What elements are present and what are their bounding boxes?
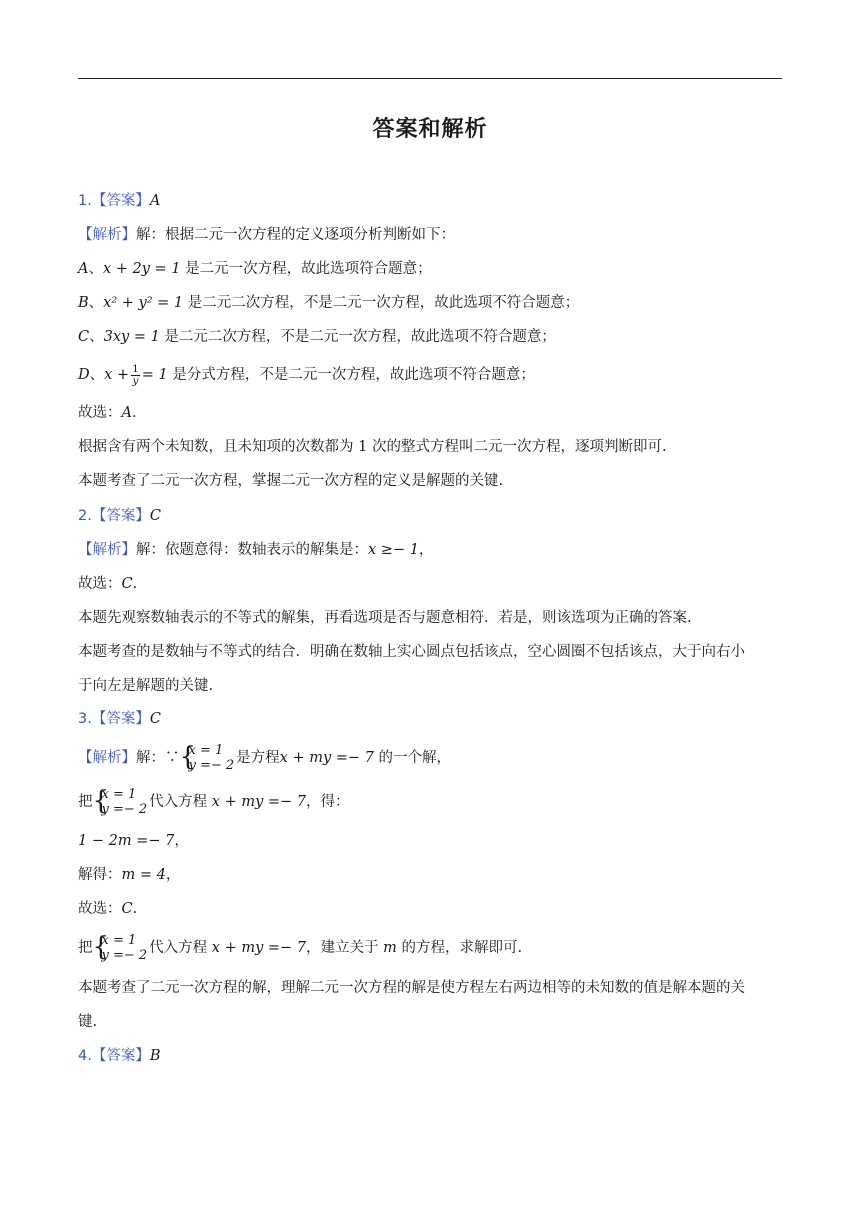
q3-analysis-equation: x + my =− 7: [279, 750, 374, 766]
system-row-1: x = 1: [101, 787, 137, 802]
q1-option-d-fraction: [131, 364, 140, 387]
q3-substitute-end: ，得：: [306, 794, 350, 810]
q2-analysis-line: [78, 539, 433, 561]
q1-option-d-text: 是分式方程，不是二元一次方程，故此选项不符合题意；: [172, 367, 535, 383]
q1-option-c-text: 是二元二次方程，不是二元一次方程，故此选项不符合题意；: [164, 329, 556, 345]
q1-option-c-sep: 、: [89, 329, 104, 345]
fraction-denominator: y: [132, 374, 139, 387]
header-rule: [78, 78, 782, 79]
q1-choose-period: .: [131, 405, 137, 421]
q1-option-c: [78, 326, 556, 348]
q2-analysis-equation: x ≥− 1: [368, 542, 419, 558]
q2-number: 2.: [78, 508, 92, 524]
q2-analysis-end: ，: [418, 542, 434, 558]
q1-choose-letter: A: [121, 405, 132, 421]
q3-answer-tag: 【答案】: [91, 711, 150, 727]
q3-step2-end: ，: [165, 867, 181, 883]
q1-option-c-equation: 3xy = 1: [103, 329, 160, 345]
q2-analysis-tag: 【解析】: [78, 542, 136, 558]
q3-summary-line-2: 键.: [78, 1014, 98, 1030]
q3-step2-equation: m = 4: [121, 867, 166, 883]
q1-option-a-letter: A: [78, 261, 89, 277]
q3-equation-system-2: [93, 787, 148, 817]
q2-choose-label: 故选：: [78, 576, 122, 592]
q1-answer: A: [149, 193, 161, 209]
q3-analysis-tag: 【解析】: [78, 750, 136, 766]
q1-answer-line: [78, 190, 160, 212]
brace-icon: {: [92, 932, 110, 962]
q2-choose-line: [78, 573, 137, 595]
q1-option-a-sep: 、: [88, 261, 103, 277]
q3-step1-end: ，: [174, 833, 189, 849]
q1-analysis-tag: 【解析】: [78, 227, 136, 243]
q3-choose-letter: C: [121, 901, 133, 917]
q3-step2-line: [78, 864, 180, 886]
q3-plan-mid: 代入方程: [149, 940, 208, 956]
q1-option-b-text: 是二元二次方程，不是二元一次方程，故此选项不符合题意；: [187, 295, 580, 311]
q2-choose-period: .: [132, 576, 138, 592]
q3-plan-equation: x + my =− 7: [211, 940, 307, 956]
q3-substitute-pre: 把: [78, 794, 93, 810]
q1-analysis-line: [78, 224, 455, 246]
page-title: 答案和解析: [372, 117, 488, 142]
q3-step2-label: 解得：: [78, 867, 122, 883]
q3-choose-line: [78, 898, 137, 920]
q3-step1-equation: 1 − 2m =− 7: [78, 833, 175, 849]
system-row-2: y =− 2: [101, 948, 148, 963]
q3-number: 3.: [78, 711, 92, 727]
q1-option-d-sep: 、: [89, 367, 105, 383]
q2-analysis-text: 解：依题意得：数轴表示的解集是：: [136, 542, 368, 558]
brace-icon: {: [92, 786, 110, 816]
q1-number: 1.: [78, 193, 92, 209]
q1-option-d-letter: D: [78, 367, 90, 383]
q3-plan-mid2: ，建立关于: [306, 940, 379, 956]
q1-option-b-equation: x² + y² = 1: [103, 295, 184, 311]
q3-analysis-mid: 是方程: [236, 750, 280, 766]
q3-substitute-mid: 代入方程: [149, 794, 208, 810]
q1-option-d-eq-pre: x +: [104, 367, 130, 383]
q1-choose-label: 故选：: [78, 405, 122, 421]
q4-answer-line: [78, 1045, 161, 1067]
q2-choose-letter: C: [121, 576, 133, 592]
system-row-1: x = 1: [188, 743, 224, 758]
q4-number: 4.: [78, 1048, 92, 1064]
q1-option-b-letter: B: [78, 295, 89, 311]
q2-answer: C: [149, 508, 161, 524]
q3-analysis-line: [78, 740, 451, 776]
system-row-1: x = 1: [101, 933, 137, 948]
q1-choose-line: [78, 402, 137, 424]
q1-option-a-equation: x + 2y = 1: [102, 261, 181, 277]
q1-option-c-letter: C: [78, 329, 90, 345]
fraction-numerator: 1: [132, 362, 139, 375]
q3-step1-line: [78, 830, 189, 852]
system-row-2: y =− 2: [101, 802, 148, 817]
q3-substitute-equation: x + my =− 7: [211, 794, 307, 810]
q2-method-line: 本题先观察数轴表示的不等式的解集，再看选项是否与题意相符．若是，则该选项为正确的答案.: [78, 610, 692, 626]
system-row-2: y =− 2: [188, 758, 235, 773]
q2-summary-line-2: 于向左是解题的关键.: [78, 678, 214, 694]
q3-summary-line-1: 本题考查了二元一次方程的解，理解二元一次方程的解是使方程左右两边相等的未知数的值是解本题的关: [78, 980, 745, 996]
q3-substitute-line: [78, 784, 350, 820]
q3-plan-variable: m: [383, 940, 397, 956]
q1-option-a: [78, 258, 432, 280]
q3-analysis-end: 的一个解，: [378, 750, 452, 766]
q3-choose-period: .: [132, 901, 138, 917]
brace-icon: {: [179, 742, 197, 772]
q3-equation-system-3: [93, 933, 148, 963]
q1-option-d-eq-post: = 1: [141, 367, 168, 383]
q1-rule-line: 根据含有两个未知数，且未知项的次数都为 1 次的整式方程叫二元一次方程，逐项判断即可.: [78, 439, 667, 455]
q4-answer-tag: 【答案】: [91, 1048, 150, 1064]
q1-option-d: [78, 362, 535, 388]
q3-plan-end: 的方程，求解即可.: [401, 940, 523, 956]
q1-summary-line: 本题考查了二元一次方程，掌握二元一次方程的定义是解题的关键.: [78, 473, 504, 489]
q3-analysis-pre: 解：∵: [136, 750, 180, 766]
q4-answer: B: [149, 1048, 161, 1064]
q3-answer: C: [149, 711, 161, 727]
q3-plan-pre: 把: [78, 940, 93, 956]
q2-answer-line: [78, 505, 161, 527]
q1-option-b: [78, 292, 579, 314]
q1-answer-tag: 【答案】: [91, 193, 150, 209]
q1-analysis-text: 解：根据二元一次方程的定义逐项分析判断如下：: [136, 227, 455, 243]
q3-equation-system: [180, 743, 235, 773]
q3-choose-label: 故选：: [78, 901, 122, 917]
q1-option-a-text: 是二元一次方程，故此选项符合题意；: [185, 261, 432, 277]
q3-plan-line: [78, 930, 522, 966]
q2-answer-tag: 【答案】: [91, 508, 150, 524]
q1-option-b-sep: 、: [88, 295, 104, 311]
q2-summary-line-1: 本题考查的是数轴与不等式的结合．明确在数轴上实心圆点包括该点，空心圆圈不包括该点，大于向右小: [78, 644, 745, 660]
q3-answer-line: [78, 708, 161, 730]
